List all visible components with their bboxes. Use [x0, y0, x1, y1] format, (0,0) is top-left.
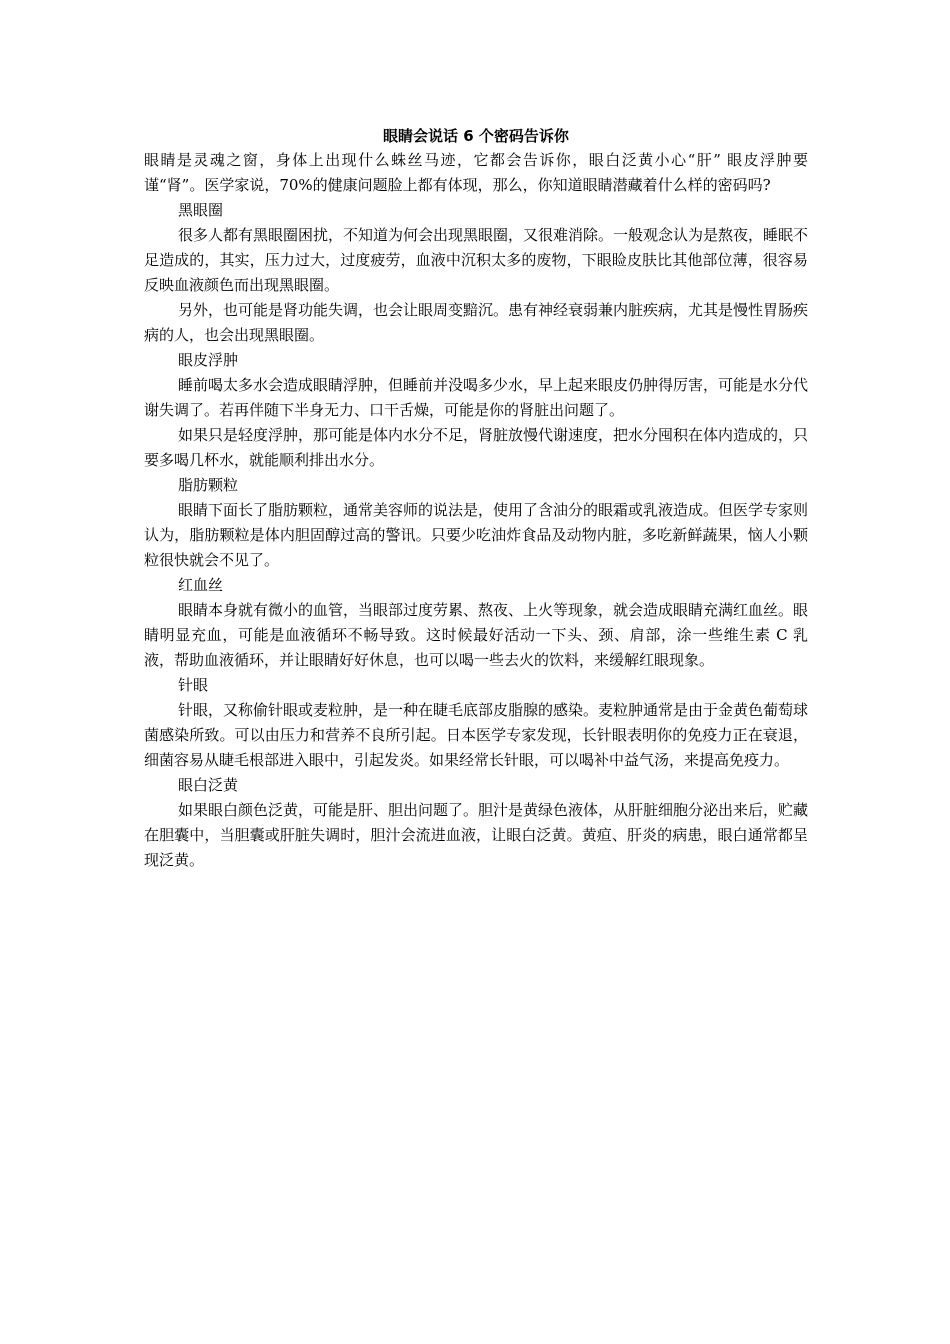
intro-paragraph: 眼睛是灵魂之窗，身体上出现什么蛛丝马迹，它都会告诉你，眼白泛黄小心“肝” 眼皮浮肿要谨“肾”。医学家说，70%的健康问题脸上都有体现，那么，你知道眼睛潜藏着什么样的密码吗? — [144, 151, 808, 194]
section-heading-eyelid-swelling: 眼皮浮肿 — [178, 351, 239, 369]
paragraph: 眼睛下面长了脂肪颗粒，通常美容师的说法是，使用了含油分的眼霜或乳液造成。但医学专家则认为，脂肪颗粒是体内胆固醇过高的警讯。只要少吃油炸食品及动物内脏，多吃新鲜蔬果，恼人小颗粒很快就会不见了。 — [144, 501, 809, 569]
document-page — [144, 124, 808, 873]
paragraph: 针眼，又称偷针眼或麦粒肿，是一种在睫毛底部皮脂腺的感染。麦粒肿通常是由于金黄色葡萄球菌感染所致。可以由压力和营养不良所引起。日本医学专家发现，长针眼表明你的免疫力正在衰退，细菌容易从睫毛根部进入眼中，引起发炎。如果经常长针眼，可以喝补中益气汤，来提高免疫力。 — [144, 701, 809, 769]
paragraph: 如果只是轻度浮肿，那可能是体内水分不足，肾脏放慢代谢速度，把水分囤积在体内造成的，只要多喝几杯水，就能顺利排出水分。 — [144, 426, 809, 469]
paragraph: 如果眼白颜色泛黄，可能是肝、胆出问题了。胆汁是黄绿色液体，从肝脏细胞分泌出来后，贮藏在胆囊中，当胆囊或肝脏失调时，胆汁会流进血液，让眼白泛黄。黄疸、肝炎的病患，眼白通常都呈现泛黄。 — [144, 801, 809, 869]
paragraph: 睡前喝太多水会造成眼睛浮肿，但睡前并没喝多少水，早上起来眼皮仍肿得厉害，可能是水分代谢失调了。若再伴随下半身无力、口干舌燥，可能是你的肾脏出问题了。 — [144, 376, 809, 419]
document-title: 眼睛会说话 6 个密码告诉你 — [383, 127, 569, 145]
section-heading-bloodshot: 红血丝 — [178, 576, 224, 594]
paragraph: 很多人都有黑眼圈困扰，不知道为何会出现黑眼圈，又很难消除。一般观念认为是熬夜，睡眠不足造成的，其实，压力过大，过度疲劳，血液中沉积太多的废物，下眼睑皮肤比其他部位薄，很容易反映血液颜色而出现黑眼圈。 — [144, 226, 809, 294]
section-heading-dark-circles: 黑眼圈 — [178, 201, 224, 219]
paragraph: 眼睛本身就有微小的血管，当眼部过度劳累、熬夜、上火等现象，就会造成眼睛充满红血丝。眼睛明显充血，可能是血液循环不畅导致。这时候最好活动一下头、颈、肩部，涂一些维生素 C 乳液，帮助血液循环，并让眼睛好好休息，也可以喝一些去火的饮料，来缓解红眼现象。 — [144, 601, 809, 669]
paragraph: 另外，也可能是肾功能失调，也会让眼周变黯沉。患有神经衰弱兼内脏疾病，尤其是慢性胃肠疾病的人，也会出现黑眼圈。 — [144, 301, 809, 344]
section-heading-stye: 针眼 — [178, 676, 209, 694]
section-heading-fat-granules: 脂肪颗粒 — [178, 476, 239, 494]
section-heading-yellow-eyes: 眼白泛黄 — [178, 776, 239, 794]
